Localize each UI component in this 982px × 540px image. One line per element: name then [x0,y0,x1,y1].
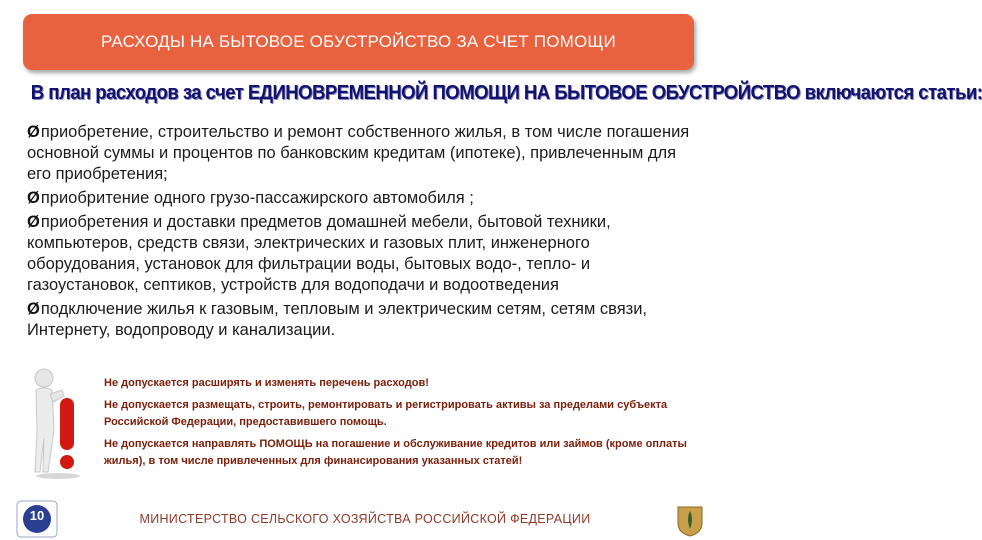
exclamation-figure-icon [26,360,86,480]
bullet-arrow-icon: Ø [27,213,40,231]
page-title: РАСХОДЫ НА БЫТОВОЕ ОБУСТРОЙСТВО ЗА СЧЕТ ПОМОЩИ [101,32,616,51]
bullet-text: приобритение одного грузо-пассажирского автомобиля ; [40,189,474,207]
warning-text: Не допускается направлять ПОМОЩЬ на погашение и обслуживание кредитов или займов (кроме оплаты жилья), в том числе привлеченных для финансирования указанных статей! [104,438,687,467]
footer-ministry: МИНИСТЕРСТВО СЕЛЬСКОГО ХОЗЯЙСТВА РОССИЙСКОЙ ФЕДЕРАЦИИ [139,512,591,526]
bullet-text: приобретение, строительство и ремонт собственного жилья, в том числе погашения основной суммы и процентов по банковским кредитам (ипотеке), привлеченным для его приобретения; [27,123,690,183]
bullet-list [27,122,695,344]
header-banner [23,14,694,70]
bullet-text: подключение жилья к газовым, тепловым и электрическим сетям, сетям связи, Интернету, водопроводу и канализации. [27,300,648,339]
warning-text: Не допускается размещать, строить, ремонтировать и регистрировать активы за пределами субъекта Российской Федерации, предоставившего помощь. [104,399,668,428]
bullet-item [27,212,695,296]
warning-list [104,375,694,475]
ministry-emblem-icon [676,505,704,537]
bullet-item [27,299,695,341]
bullet-text: приобретения и доставки предметов домашней мебели, бытовой техники, компьютеров, средств связи, электрических и газовых плит, инженерного оборудования, установок для фильтрации воды, бытовых водо-, тепло- и газоустановок, септиков, устройств для водоподачи и водоотведения [27,213,611,294]
page-number: 10 [29,508,45,523]
bullet-item [27,122,695,185]
bullet-arrow-icon: Ø [27,123,40,141]
bullet-arrow-icon: Ø [27,189,40,207]
subtitle: В план расходов за счет ЕДИНОВРЕМЕННОЙ ПОМОЩИ НА БЫТОВОЕ ОБУСТРОЙСТВО включаются статьи: [30,82,982,104]
warning-text: Не допускается расширять и изменять перечень расходов! [104,377,429,389]
bullet-arrow-icon: Ø [27,300,40,318]
bullet-item [27,188,695,209]
